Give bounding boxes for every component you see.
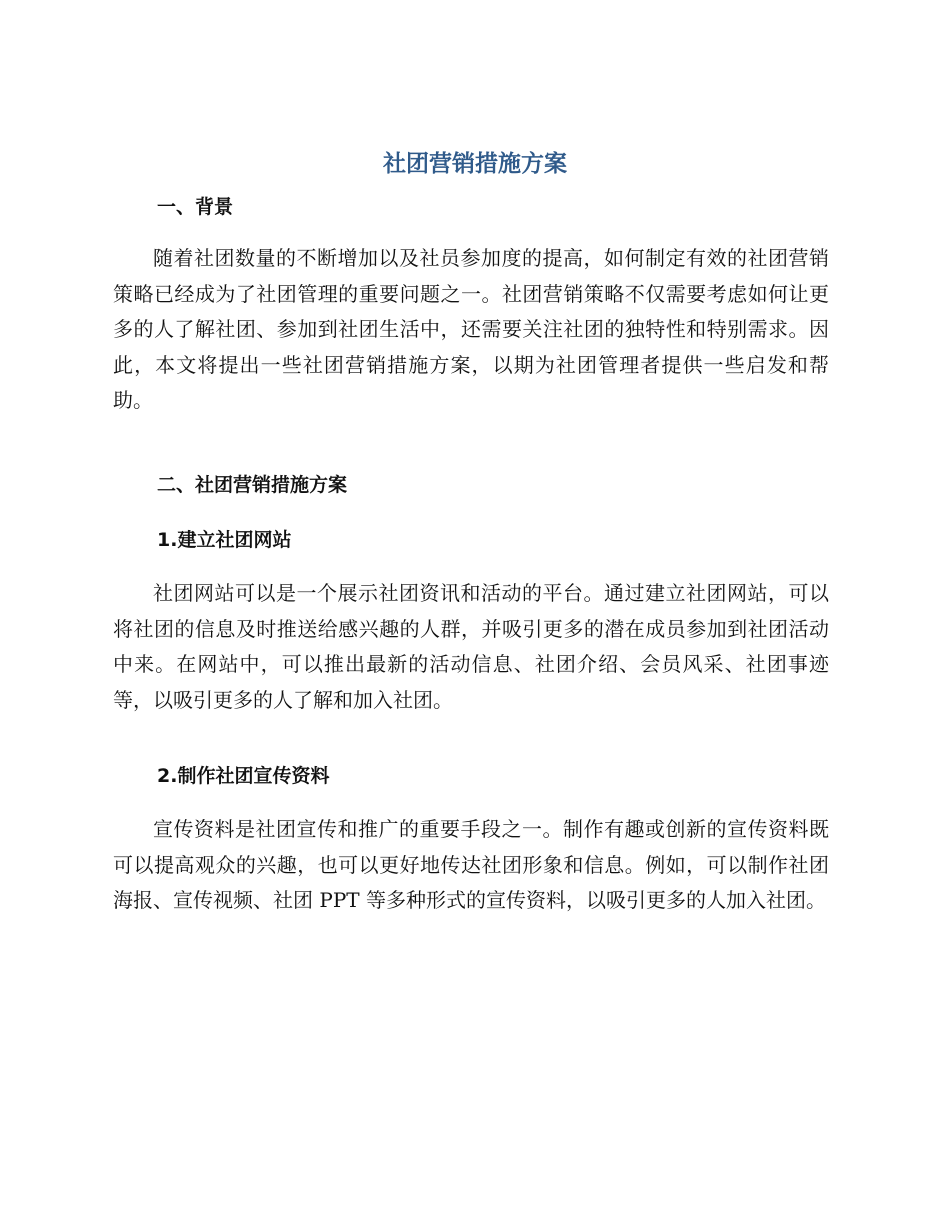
- section-heading-measures: 二、社团营销措施方案: [157, 474, 348, 496]
- subsection-heading-materials: 2.制作社团宣传资料: [157, 765, 330, 787]
- subsection-heading-website: 1.建立社团网站: [157, 529, 292, 551]
- materials-paragraph: 宣传资料是社团宣传和推广的重要手段之一。制作有趣或创新的宣传资料既可以提高观众的兴趣，也可以更好地传达社团形象和信息。例如，可以制作社团海报、宣传视频、社团 PPT 等多种形式的宣传资料，以吸引更多的人加入社团。: [113, 817, 829, 912]
- background-paragraph: 随着社团数量的不断增加以及社员参加度的提高，如何制定有效的社团营销策略已经成为了社团管理的重要问题之一。社团营销策略不仅需要考虑如何让更多的人了解社团、参加到社团生活中，还需要关注社团的独特性和特别需求。因此，本文将提出一些社团营销措施方案，以期为社团管理者提供一些启发和帮助。: [113, 246, 829, 412]
- section-heading-background: 一、背景: [157, 196, 234, 218]
- document-title: 社团营销措施方案: [383, 151, 567, 177]
- website-paragraph: 社团网站可以是一个展示社团资讯和活动的平台。通过建立社团网站，可以将社团的信息及时推送给感兴趣的人群，并吸引更多的潜在成员参加到社团活动中来。在网站中，可以推出最新的活动信息、社团介绍、会员风采、社团事迹等，以吸引更多的人了解和加入社团。: [113, 581, 829, 712]
